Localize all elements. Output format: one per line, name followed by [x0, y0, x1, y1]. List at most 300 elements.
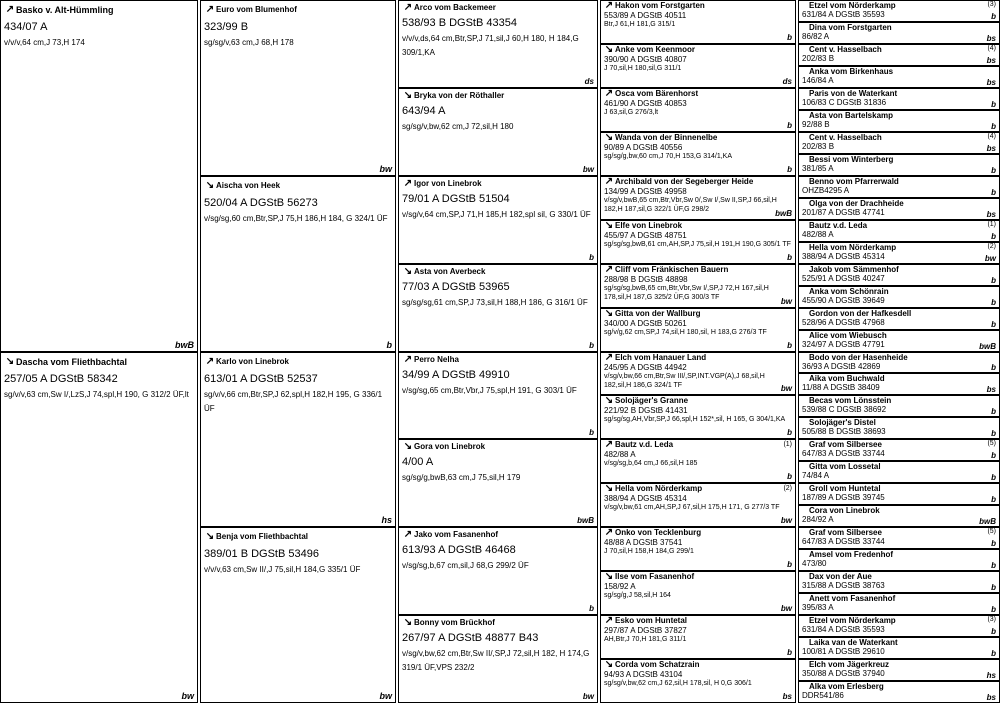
dam-arrow-icon: ↘	[604, 45, 614, 55]
color-tag: b	[991, 605, 996, 614]
animal-name: Osca vom Bärenhorst	[615, 89, 699, 98]
animal-name-row	[601, 528, 795, 538]
animal-name-row	[601, 396, 795, 406]
registration-number: 315/88 A DGStB 38763	[802, 582, 885, 590]
color-tag: b	[787, 428, 792, 437]
color-tag: bs	[782, 692, 792, 701]
animal-name-row	[799, 177, 999, 187]
animal-name-row	[799, 243, 999, 253]
animal-name-row	[799, 440, 999, 450]
performance-details: v/sg/v,bw,62 cm,Btr,Sw II/,SP,J 72,sil,H 182, H 174,G 319/1 ÜF,VPS 232/2	[402, 649, 590, 672]
registration-number: 388/94 A DGStB 45314	[604, 494, 687, 503]
color-tag: bwB	[175, 340, 194, 350]
color-tag: b	[589, 253, 594, 262]
dam-arrow-icon: ↘	[604, 396, 614, 406]
dam-arrow-icon: ↘	[604, 484, 614, 494]
color-tag: bs	[986, 78, 996, 87]
animal-name-row	[799, 638, 999, 648]
performance-details: v/v/v,ds,64 cm,Btr,SP,J 71,sil,J 60,H 180, H 184,G 309/1,KA	[402, 34, 579, 57]
dam-arrow-icon: ↘	[403, 90, 413, 101]
animal-name-row	[799, 133, 999, 143]
animal-name-row	[799, 353, 999, 363]
color-tag: bs	[986, 34, 996, 43]
registration-number: 613/93 A DGStB 46468	[402, 544, 516, 556]
animal-name-row	[399, 353, 597, 365]
inbreeding-note: (2)	[783, 485, 792, 492]
animal-name: Anka vom Birkenhaus	[809, 67, 894, 76]
registration-number: 34/99 A DGStB 49910	[402, 369, 510, 381]
registration-number: 324/97 A DGStB 47791	[802, 341, 885, 349]
animal-name: Cent v. Hasselbach	[809, 45, 882, 54]
animal-name: Solojäger's Granne	[615, 396, 689, 405]
performance-details: v/sg/v,64 cm,SP,J 71,H 185,H 182,spl sil, G 330/1 ÜF	[402, 210, 591, 219]
animal-name: Bodo von der Hasenheide	[809, 353, 908, 362]
animal-name-row	[601, 440, 795, 450]
animal-name: Bautz v.d. Leda	[809, 221, 868, 230]
gen5-cell	[798, 373, 1000, 395]
animal-name: Cent v. Hasselbach	[809, 133, 882, 142]
animal-name-row	[799, 89, 999, 99]
inbreeding-note: (5)	[987, 440, 996, 447]
animal-name: Paris von de Waterkant	[809, 89, 898, 98]
registration-number: 146/84 A	[802, 77, 834, 85]
registration-number: 340/00 A DGStB 50261	[604, 319, 687, 328]
performance-details: v/sg/v,bw,61 cm,AH,SP,J 67,sil,H 175,H 171, G 277/3 TF	[604, 504, 780, 511]
gen3-cell	[398, 264, 598, 352]
animal-name: Anke vom Keenmoor	[615, 45, 696, 54]
sire-arrow-icon: ↗	[604, 353, 614, 363]
gen5-cell	[798, 417, 1000, 439]
gen4-cell	[600, 615, 796, 659]
performance-details: v/sg/sg,60 cm,Btr,SP,J 75,H 186,H 184, G 324/1 ÜF	[204, 214, 388, 223]
animal-name: Euro vom Blumenhof	[216, 5, 297, 14]
gen3-cell	[398, 0, 598, 88]
gen5-cell	[798, 154, 1000, 176]
animal-name-row	[799, 396, 999, 406]
performance-details: sg/sg/v,bw,62 cm,J 62,sil,H 178,sil, H 0,G 306/1	[604, 680, 752, 687]
gen3-cell	[398, 527, 598, 615]
animal-name: Elfe von Linebrok	[615, 221, 683, 230]
animal-name: Becas vom Lönsstein	[809, 396, 892, 405]
animal-name-row	[799, 572, 999, 582]
dam-arrow-icon: ↘	[604, 309, 614, 319]
sire-arrow-icon: ↗	[5, 4, 15, 15]
gen4-cell	[600, 220, 796, 264]
animal-name-row	[399, 1, 597, 13]
performance-details: Btr,J 61,H 181,G 315/1	[604, 21, 676, 28]
animal-name: Hella vom Nörderkamp	[615, 484, 703, 493]
animal-name-row	[799, 462, 999, 472]
animal-name: Corda vom Schatzrain	[615, 660, 700, 669]
gen5-cell	[798, 549, 1000, 571]
registration-number: 297/87 A DGStB 37827	[604, 626, 687, 635]
animal-name: Bessi vom Winterberg	[809, 155, 894, 164]
gen1-cell	[0, 0, 198, 352]
performance-details: v/v/v,64 cm,J 73,H 174	[4, 38, 85, 47]
gen4-cell	[600, 439, 796, 483]
gen5-cell	[798, 308, 1000, 330]
performance-details: J 70,sil,H 158,H 184,G 299/1	[604, 548, 694, 555]
registration-number: 381/85 A	[802, 165, 834, 173]
color-tag: b	[991, 100, 996, 109]
animal-name: Wanda von der Binnenelbe	[615, 133, 718, 142]
performance-details: J 63,sil,G 276/3,lt	[604, 109, 659, 116]
animal-name-row	[601, 177, 795, 187]
animal-name-row	[601, 309, 795, 319]
animal-name-row	[399, 177, 597, 189]
animal-name: Etzel vom Nörderkamp	[809, 616, 896, 625]
color-tag: b	[787, 648, 792, 657]
registration-number: 323/99 B	[204, 21, 249, 33]
sire-arrow-icon: ↗	[604, 177, 614, 187]
animal-name: Dina vom Forstgarten	[809, 23, 892, 32]
animal-name: Hella vom Nörderkamp	[809, 243, 897, 252]
registration-number: 288/98 B DGStB 48898	[604, 275, 688, 284]
registration-number: 202/83 B	[802, 143, 835, 151]
inbreeding-note: (4)	[987, 45, 996, 52]
animal-name-row	[799, 221, 999, 231]
gen5-cell	[798, 286, 1000, 308]
dam-arrow-icon: ↘	[205, 180, 215, 191]
color-tag: hs	[381, 515, 392, 525]
registration-number: 158/92 A	[604, 582, 636, 591]
performance-details: sg/sg/sg,AH,Vbr,SP,J 66,spl,H 152*,sil, H 165, G 304/1,KA	[604, 416, 786, 423]
color-tag: b	[991, 407, 996, 416]
inbreeding-note: (2)	[987, 243, 996, 250]
registration-number: 202/83 B	[802, 55, 835, 63]
dam-arrow-icon: ↘	[604, 660, 614, 670]
gen1-cell	[0, 352, 198, 703]
registration-number: 284/92 A	[802, 516, 834, 524]
animal-name-row	[201, 1, 395, 15]
color-tag: ds	[584, 77, 594, 86]
animal-name-row	[601, 660, 795, 670]
registration-number: 74/84 A	[802, 472, 830, 480]
gen5-cell	[798, 593, 1000, 615]
animal-name-row	[201, 353, 395, 367]
gen3-cell	[398, 176, 598, 264]
animal-name-row	[399, 616, 597, 628]
gen5-cell	[798, 198, 1000, 220]
registration-number: 473/80	[802, 560, 827, 568]
color-tag: b	[991, 473, 996, 482]
animal-name-row	[601, 484, 795, 494]
gen5-cell	[798, 88, 1000, 110]
gen5-cell	[798, 176, 1000, 198]
registration-number: 48/88 A DGStB 37541	[604, 538, 683, 547]
inbreeding-note: (4)	[987, 133, 996, 140]
gen5-cell	[798, 483, 1000, 505]
animal-name-row	[601, 353, 795, 363]
gen4-cell	[600, 264, 796, 308]
sire-arrow-icon: ↗	[604, 265, 614, 275]
animal-name: Jakob vom Sämmenhof	[809, 265, 899, 274]
color-tag: bs	[986, 56, 996, 65]
animal-name: Jako vom Fasanenhof	[414, 530, 499, 539]
animal-name: Bonny vom Brückhof	[414, 618, 495, 627]
registration-number: 647/83 A DGStB 33744	[802, 538, 885, 546]
animal-name-row	[399, 528, 597, 540]
inbreeding-note: (1)	[783, 441, 792, 448]
animal-name: Graf vom Silbersee	[809, 440, 882, 449]
animal-name-row	[601, 616, 795, 626]
performance-details: v/sg/v,bw,66 cm,Btr,Sw III/,SP,INT.VGP(A),J 68,sil,H 182,sil,H 186,G 324/1 TF	[604, 373, 765, 389]
gen5-cell	[798, 352, 1000, 373]
animal-name-row	[601, 45, 795, 55]
animal-name: Benja vom Fliethbachtal	[216, 532, 309, 541]
color-tag: b	[787, 165, 792, 174]
dam-arrow-icon: ↘	[604, 572, 614, 582]
gen4-cell	[600, 44, 796, 88]
animal-name: Dax von der Aue	[809, 572, 872, 581]
dam-arrow-icon: ↘	[403, 441, 413, 452]
registration-number: 528/96 A DGStB 47968	[802, 319, 885, 327]
animal-name-row	[799, 528, 999, 538]
registration-number: 553/89 A DGStB 40511	[604, 11, 687, 20]
performance-details: sg/sg/v,63 cm,J 68,H 178	[204, 38, 294, 47]
performance-details: sg/sg/sg,bwB,61 cm,AH,SP,J 75,sil,H 191,H 190,G 305/1 TF	[604, 241, 791, 248]
color-tag: hs	[986, 671, 996, 680]
gen5-cell	[798, 395, 1000, 417]
gen5-cell	[798, 505, 1000, 527]
color-tag: b	[991, 561, 996, 570]
animal-name-row	[799, 331, 999, 341]
gen4-cell	[600, 659, 796, 703]
performance-details: sg/sg/sg,61 cm,SP,J 73,sil,H 188,H 186, G 316/1 ÜF	[402, 298, 588, 307]
color-tag: b	[991, 627, 996, 636]
color-tag: b	[589, 341, 594, 350]
color-tag: bwB	[775, 209, 792, 218]
color-tag: b	[991, 495, 996, 504]
gen5-cell	[798, 571, 1000, 593]
inbreeding-note: (3)	[987, 616, 996, 623]
animal-name-row	[799, 374, 999, 384]
inbreeding-note: (1)	[987, 221, 996, 228]
performance-details: sg/sg/g,bw,60 cm,J 70,H 153,G 314/1,KA	[604, 153, 733, 160]
color-tag: bw	[181, 691, 194, 701]
color-tag: b	[787, 121, 792, 130]
animal-name: Igor von Linebrok	[414, 179, 482, 188]
animal-name: Alka vom Erlesberg	[809, 682, 884, 691]
sire-arrow-icon: ↗	[604, 440, 614, 450]
registration-number: 201/87 A DGStB 47741	[802, 209, 885, 217]
animal-name: Anka vom Schönrain	[809, 287, 889, 296]
animal-name-row	[799, 287, 999, 297]
animal-name-row	[799, 660, 999, 670]
color-tag: bs	[986, 693, 996, 702]
performance-details: J 70,sil,H 180,sil,G 311/1	[604, 65, 682, 72]
color-tag: bw	[780, 516, 792, 525]
gen5-cell	[798, 66, 1000, 88]
animal-name-row	[601, 221, 795, 231]
gen5-cell	[798, 44, 1000, 66]
registration-number: 482/88 A	[802, 231, 834, 239]
animal-name: Bautz v.d. Leda	[615, 440, 674, 449]
performance-details: sg/v/v,63 cm,Sw I/,LzS,J 74,spl,H 190, G 312/2 ÜF,lt	[4, 390, 189, 399]
animal-name-row	[1, 353, 197, 367]
registration-number: 538/93 B DGStB 43354	[402, 17, 517, 29]
color-tag: b	[589, 604, 594, 613]
animal-name: Gordon von der Hafkesdell	[809, 309, 912, 318]
gen4-cell	[600, 132, 796, 176]
animal-name-row	[399, 89, 597, 101]
color-tag: b	[991, 122, 996, 131]
performance-details: sg/sg/sg,bwB,65 cm,Btr,Vbr,Sw I/,SP,J 72,H 167,sil,H 178,sil,H 187,G 325/2 ÜF,G 300/3 TF	[604, 285, 769, 301]
animal-name-row	[799, 23, 999, 33]
animal-name: Dascha vom Fliethbachtal	[16, 356, 128, 367]
registration-number: 390/90 A DGStB 40807	[604, 55, 687, 64]
gen5-cell	[798, 439, 1000, 461]
sire-arrow-icon: ↗	[403, 178, 413, 189]
registration-number: 389/01 B DGStB 53496	[204, 548, 319, 560]
gen2-cell	[200, 352, 396, 527]
registration-number: 94/93 A DGStB 43104	[604, 670, 683, 679]
registration-number: 187/89 A DGStB 39745	[802, 494, 885, 502]
animal-name-row	[799, 199, 999, 209]
performance-details: v/v/v,63 cm,Sw II/,J 75,sil,H 184,G 335/1 ÜF	[204, 565, 361, 574]
dam-arrow-icon: ↘	[403, 266, 413, 277]
gen3-cell	[398, 88, 598, 176]
color-tag: b	[787, 472, 792, 481]
animal-name-row	[601, 572, 795, 582]
animal-name: Anett vom Fasanenhof	[809, 594, 896, 603]
gen5-cell	[798, 242, 1000, 264]
registration-number: 455/97 A DGStB 48751	[604, 231, 687, 240]
gen4-cell	[600, 308, 796, 352]
sire-arrow-icon: ↗	[205, 356, 215, 367]
animal-name-row	[399, 265, 597, 277]
inbreeding-note: (3)	[987, 1, 996, 8]
registration-number: 631/84 A DGStB 35593	[802, 11, 885, 19]
registration-number: 11/88 A DGStB 38409	[802, 384, 880, 392]
animal-name-row	[799, 155, 999, 165]
gen5-cell	[798, 461, 1000, 483]
sire-arrow-icon: ↗	[205, 4, 215, 15]
gen2-cell	[200, 176, 396, 352]
gen3-cell	[398, 352, 598, 439]
animal-name-row	[799, 484, 999, 494]
dam-arrow-icon: ↘	[205, 531, 215, 542]
registration-number: ÖHZB4295 A	[802, 187, 850, 195]
color-tag: b	[787, 253, 792, 262]
animal-name: Asta von Bartelskamp	[809, 111, 894, 120]
gen4-cell	[600, 0, 796, 44]
gen4-cell	[600, 88, 796, 132]
color-tag: b	[991, 276, 996, 285]
color-tag: b	[991, 188, 996, 197]
color-tag: b	[991, 429, 996, 438]
performance-details: AH,Btr,J 70,H 181,G 311/1	[604, 636, 687, 643]
color-tag: bw	[780, 604, 792, 613]
registration-number: 36/93 A DGStB 42869	[802, 363, 881, 371]
gen5-cell	[798, 637, 1000, 659]
animal-name: Laika van de Waterkant	[809, 638, 898, 647]
gen4-cell	[600, 483, 796, 527]
registration-number: 647/83 A DGStB 33744	[802, 450, 885, 458]
registration-number: 86/82 A	[802, 33, 830, 41]
gen4-cell	[600, 527, 796, 571]
inbreeding-note: (5)	[987, 528, 996, 535]
gen5-cell	[798, 22, 1000, 44]
animal-name: Amsel vom Fredenhof	[809, 550, 894, 559]
registration-number: 79/01 A DGStB 51504	[402, 193, 510, 205]
animal-name: Cliff vom Fränkischen Bauern	[615, 265, 729, 274]
performance-details: sg/sg/g,J 58,sil,H 164	[604, 592, 671, 599]
gen5-cell	[798, 527, 1000, 549]
color-tag: b	[991, 539, 996, 548]
gen5-cell	[798, 110, 1000, 132]
animal-name-row	[799, 265, 999, 275]
gen5-cell	[798, 0, 1000, 22]
registration-number: 4/00 A	[402, 456, 434, 468]
animal-name: Perro Nelha	[414, 355, 459, 364]
animal-name-row	[799, 45, 999, 55]
gen3-cell	[398, 439, 598, 527]
registration-number: 461/90 A DGStB 40853	[604, 99, 687, 108]
registration-number: 350/88 A DGStB 37940	[802, 670, 885, 678]
color-tag: bs	[986, 210, 996, 219]
color-tag: bs	[986, 385, 996, 394]
animal-name: Onko von Tecklenburg	[615, 528, 702, 537]
sire-arrow-icon: ↗	[403, 354, 413, 365]
registration-number: 395/83 A	[802, 604, 834, 612]
color-tag: bw	[582, 165, 594, 174]
color-tag: b	[991, 320, 996, 329]
performance-details: sg/sg/v,bw,62 cm,J 72,sil,H 180	[402, 122, 514, 131]
color-tag: b	[787, 560, 792, 569]
animal-name: Asta von Averbeck	[414, 267, 486, 276]
gen4-cell	[600, 176, 796, 220]
animal-name: Gora von Linebrok	[414, 442, 486, 451]
color-tag: bwB	[577, 516, 594, 525]
color-tag: bw	[780, 384, 792, 393]
registration-number: 106/83 C DGStB 31836	[802, 99, 887, 107]
animal-name-row	[799, 309, 999, 319]
color-tag: b	[991, 232, 996, 241]
gen5-cell	[798, 264, 1000, 286]
color-tag: b	[991, 451, 996, 460]
animal-name: Esko vom Huntetal	[615, 616, 688, 625]
color-tag: b	[787, 33, 792, 42]
sire-arrow-icon: ↗	[604, 528, 614, 538]
animal-name-row	[201, 528, 395, 542]
animal-name: Ilse vom Fasanenhof	[615, 572, 695, 581]
animal-name: Graf vom Silbersee	[809, 528, 882, 537]
animal-name-row	[799, 594, 999, 604]
gen2-cell	[200, 527, 396, 703]
gen2-cell	[200, 0, 396, 176]
animal-name: Olga von der Drachheide	[809, 199, 904, 208]
registration-number: 90/89 A DGStB 40556	[604, 143, 683, 152]
color-tag: bwB	[979, 517, 996, 526]
color-tag: b	[991, 649, 996, 658]
animal-name: Gitta von der Wallburg	[615, 309, 701, 318]
sire-arrow-icon: ↗	[403, 2, 413, 13]
animal-name-row	[799, 616, 999, 626]
color-tag: b	[991, 583, 996, 592]
sire-arrow-icon: ↗	[604, 616, 614, 626]
animal-name-row	[201, 177, 395, 191]
animal-name: Karlo von Linebrok	[216, 357, 289, 366]
animal-name: Basko v. Alt-Hümmling	[16, 4, 114, 15]
gen3-cell	[398, 615, 598, 703]
color-tag: bw	[780, 297, 792, 306]
color-tag: b	[589, 428, 594, 437]
color-tag: b	[787, 341, 792, 350]
animal-name-row	[799, 111, 999, 121]
animal-name-row	[601, 265, 795, 275]
performance-details: v/sg/sg,65 cm,Btr,Vbr,J 75,spl,H 191, G 303/1 ÜF	[402, 386, 577, 395]
